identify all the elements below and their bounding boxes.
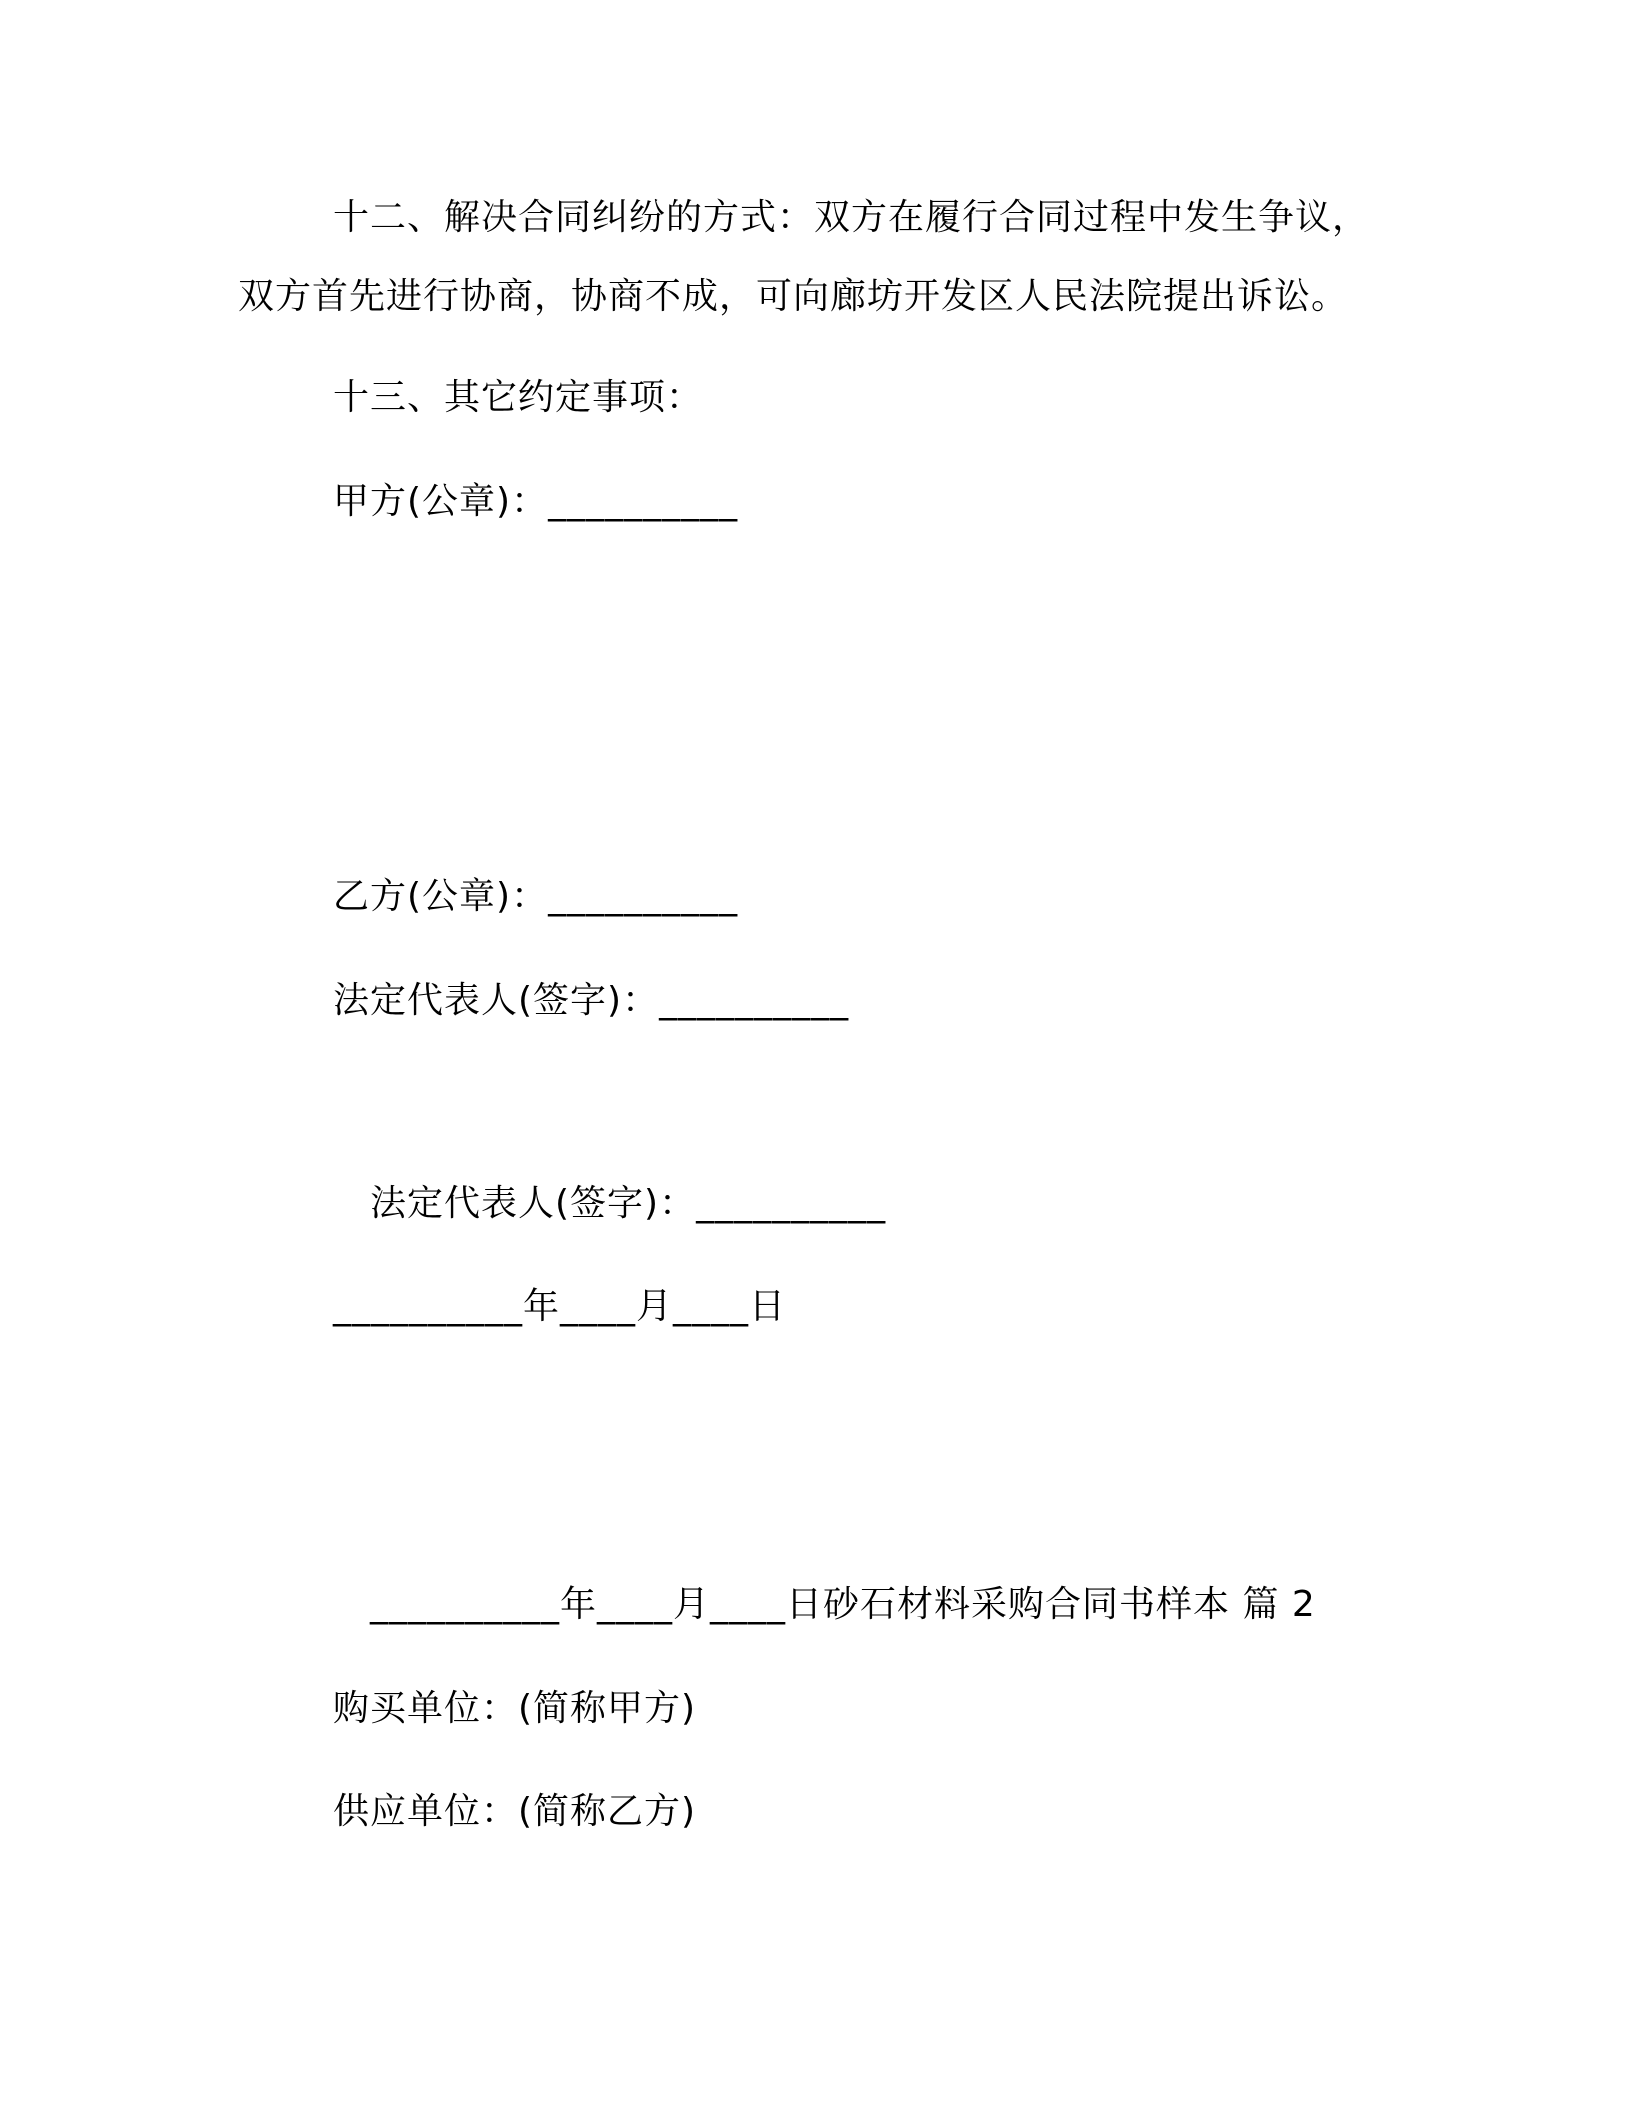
clause-13: 十三、其它约定事项： <box>333 377 704 418</box>
legal-representative-2: 法定代表人(签字)：__________ <box>370 1183 887 1224</box>
party-b-seal: 乙方(公章)：__________ <box>333 876 739 917</box>
clause-12-line-1: 十二、解决合同纠纷的方式：双方在履行合同过程中发生争议， <box>333 197 1370 238</box>
date-line: __________年____月____日 <box>333 1286 786 1327</box>
next-section-title: __________年____月____日砂石材料采购合同书样本 篇 2 <box>370 1584 1316 1625</box>
buyer-line: 购买单位：(简称甲方) <box>333 1688 697 1729</box>
supplier-line: 供应单位：(简称乙方) <box>333 1791 697 1832</box>
clause-12-line-2: 双方首先进行协商，协商不成，可向廊坊开发区人民法院提出诉讼。 <box>238 276 1349 317</box>
legal-representative-1: 法定代表人(签字)：__________ <box>333 980 850 1021</box>
party-a-seal: 甲方(公章)：__________ <box>333 481 739 522</box>
